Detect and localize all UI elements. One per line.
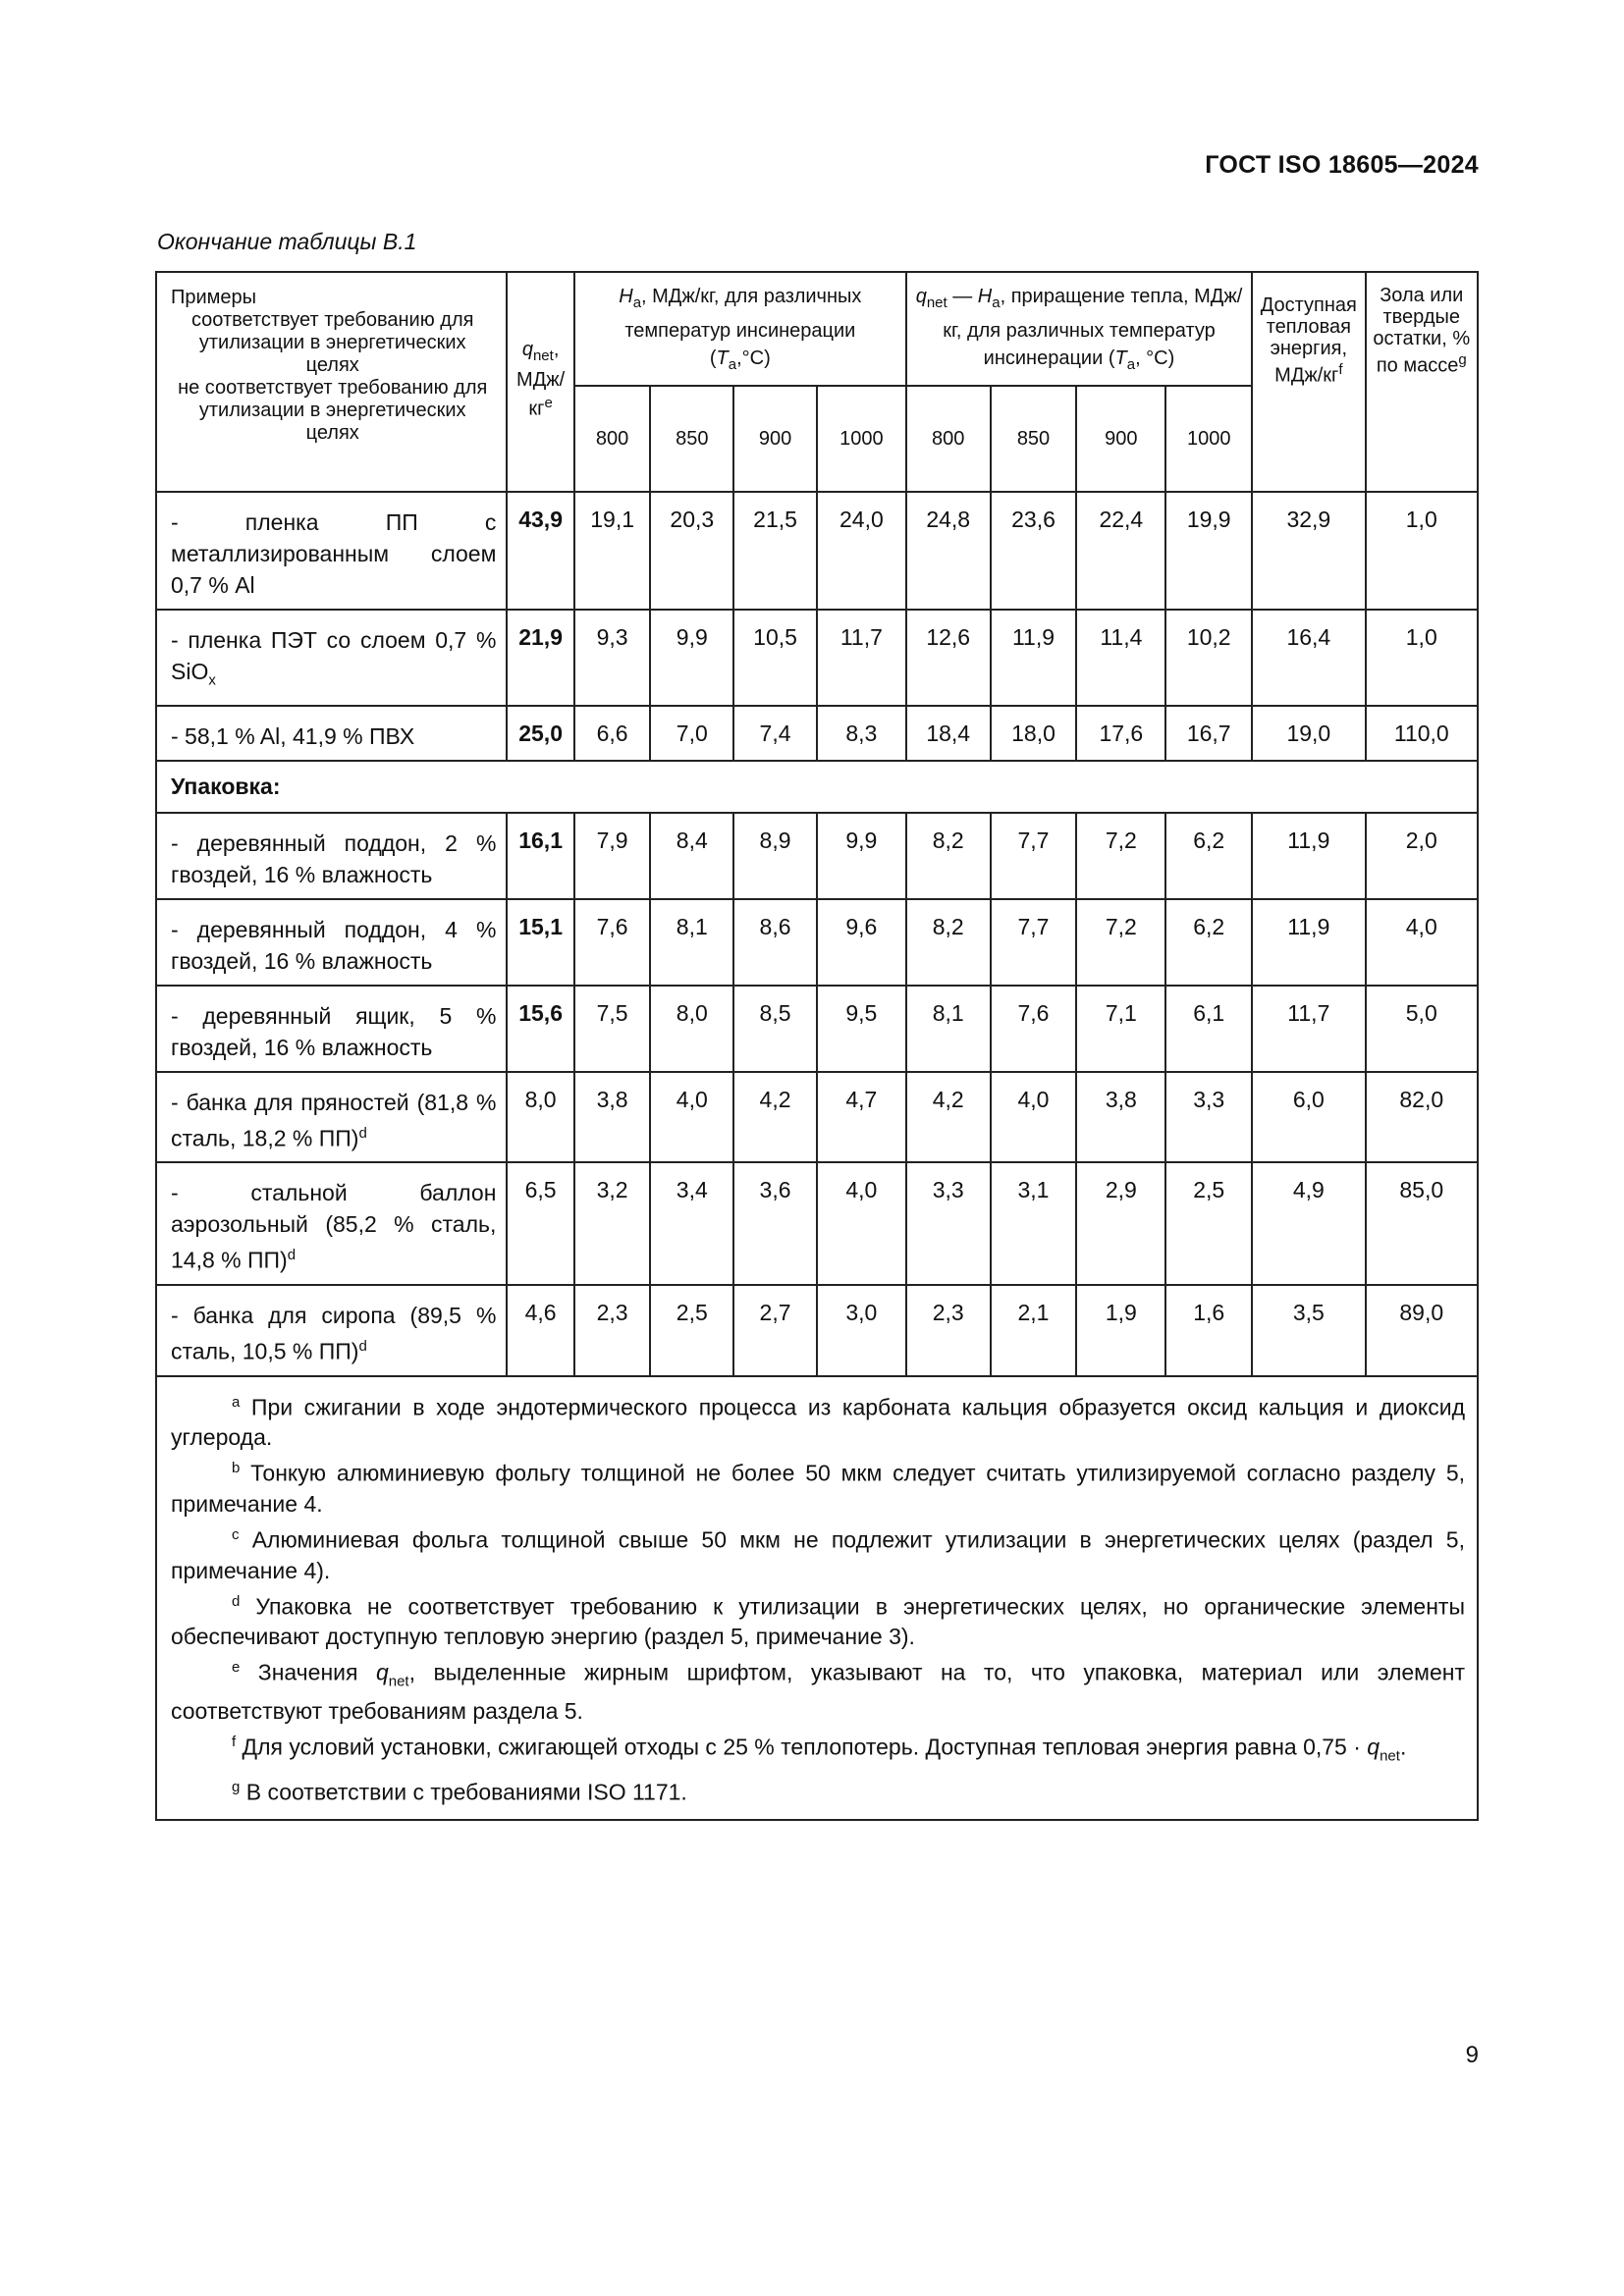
table-row (156, 986, 1478, 1072)
temp-header: 900 (1076, 386, 1165, 492)
value-cell: 8,3 (817, 706, 906, 761)
value-cell: 19,1 (574, 492, 651, 610)
value-cell: 24,0 (817, 492, 906, 610)
value-cell: 2,3 (574, 1285, 651, 1376)
value-cell: 6,0 (1252, 1072, 1365, 1163)
ash-header: Зола или твердые остатки, % по массе$^g$ (1366, 272, 1478, 492)
row-label: - деревянный ящик, 5 % гвоздей, 16 % влажность (156, 986, 507, 1072)
value-cell: 3,8 (1076, 1072, 1165, 1163)
table-row (156, 1072, 1478, 1163)
value-cell: 7,4 (733, 706, 817, 761)
value-cell: 8,6 (733, 899, 817, 986)
value-cell: 7,0 (650, 706, 733, 761)
value-cell: 20,3 (650, 492, 733, 610)
value-cell: 1,6 (1165, 1285, 1252, 1376)
temp-header: 1000 (817, 386, 906, 492)
table-row (156, 706, 1478, 761)
table-notes (156, 1376, 1478, 1821)
note-c: $^c$ Алюминиевая фольга толщиной свыше 50 мкм не подлежит утилизации в энергетических целях (раздел 5, примечание 4). (171, 1525, 1465, 1583)
qnet-value: 15,1 (507, 899, 573, 986)
qnet-value: 15,6 (507, 986, 573, 1072)
value-cell: 16,4 (1252, 610, 1365, 706)
note-e: $^e$ Значения $q_{net}$, выделенные жирным шрифтом, указывают на то, что упаковка, материал или элемент соответствуют требованиям раздела 5. (171, 1659, 1465, 1725)
value-cell: 3,2 (574, 1162, 651, 1285)
value-cell: 4,9 (1252, 1162, 1365, 1285)
temp-header: 850 (650, 386, 733, 492)
available-energy-header: Доступная тепловая энергия, МДж/$кг^f$ (1252, 272, 1365, 492)
value-cell: 10,5 (733, 610, 817, 706)
value-cell: 8,4 (650, 813, 733, 899)
value-cell: 6,2 (1165, 813, 1252, 899)
row-label: - 58,1 % Al, 41,9 % ПВХ (156, 706, 507, 761)
value-cell: 2,3 (906, 1285, 991, 1376)
value-cell: 8,2 (906, 899, 991, 986)
value-cell: 7,6 (991, 986, 1077, 1072)
value-cell: 1,0 (1366, 492, 1478, 610)
row-label: - деревянный поддон, 2 % гвоздей, 16 % влажность (156, 813, 507, 899)
value-cell: 89,0 (1366, 1285, 1478, 1376)
table-row (156, 899, 1478, 986)
value-cell: 11,4 (1076, 610, 1165, 706)
ha-group-header: $H_a$, МДж/кг, для различных температур инсинерации $(T_a,^\circ C)$ (574, 272, 906, 386)
value-cell: 10,2 (1165, 610, 1252, 706)
value-cell: 32,9 (1252, 492, 1365, 610)
value-cell: 18,4 (906, 706, 991, 761)
value-cell: 82,0 (1366, 1072, 1478, 1163)
qnet-value: 21,9 (507, 610, 573, 706)
data-table (155, 271, 1479, 1821)
value-cell: 8,1 (650, 899, 733, 986)
page-number: 9 (1465, 2042, 1479, 2068)
value-cell: 24,8 (906, 492, 991, 610)
value-cell: 11,9 (1252, 899, 1365, 986)
value-cell: 2,1 (991, 1285, 1077, 1376)
value-cell: 8,0 (650, 986, 733, 1072)
qnet-value: 16,1 (507, 813, 573, 899)
note-d: $^d$ Упаковка не соответствует требованию к утилизации в энергетических целях, но органические элементы обеспечивают доступную тепловую энергию (раздел 5, примечание 3). (171, 1592, 1465, 1650)
table-row (156, 610, 1478, 706)
row-label: - пленка ПЭТ со слоем 0,7 % SiO$_x$ (156, 610, 507, 706)
note-g: $^g$ В соответствии с требованиями ISO 1171. (232, 1778, 687, 1805)
value-cell: 9,9 (650, 610, 733, 706)
temp-header: 900 (733, 386, 817, 492)
standard-code: ГОСТ ISO 18605—2024 (1205, 151, 1479, 179)
value-cell: 2,9 (1076, 1162, 1165, 1285)
value-cell: 9,3 (574, 610, 651, 706)
value-cell: 3,0 (817, 1285, 906, 1376)
value-cell: 9,5 (817, 986, 906, 1072)
temp-header: 850 (991, 386, 1077, 492)
value-cell: 9,6 (817, 899, 906, 986)
table-row (156, 813, 1478, 899)
temp-header: 1000 (1165, 386, 1252, 492)
value-cell: 12,6 (906, 610, 991, 706)
temp-header: 800 (574, 386, 651, 492)
value-cell: 3,5 (1252, 1285, 1365, 1376)
value-cell: 7,7 (991, 899, 1077, 986)
value-cell: 8,9 (733, 813, 817, 899)
note-b: $^b$ Тонкую алюминиевую фольгу толщиной не более 50 мкм следует считать утилизируемой согласно разделу 5, примечание 4. (171, 1460, 1465, 1517)
value-cell: 1,0 (1366, 610, 1478, 706)
value-cell: 17,6 (1076, 706, 1165, 761)
qnet-value: 6,5 (507, 1162, 573, 1285)
value-cell: 4,2 (733, 1072, 817, 1163)
value-cell: 4,7 (817, 1072, 906, 1163)
notes-row (156, 1376, 1478, 1821)
increment-group-header: $q_{net}$ — $H_a$, приращение тепла, МДж/кг, для различных температур инсинерации ($T_a$, °C) (906, 272, 1252, 386)
value-cell: 4,0 (650, 1072, 733, 1163)
value-cell: 18,0 (991, 706, 1077, 761)
value-cell: 1,9 (1076, 1285, 1165, 1376)
value-cell: 8,1 (906, 986, 991, 1072)
value-cell: 7,9 (574, 813, 651, 899)
row-label: - банка для пряностей (81,8 % сталь, 18,2 % ПП)$^d$ (156, 1072, 507, 1163)
table-row (156, 1285, 1478, 1376)
value-cell: 19,0 (1252, 706, 1365, 761)
row-label: - банка для сиропа (89,5 % сталь, 10,5 % ПП)$^d$ (156, 1285, 507, 1376)
table-caption: Окончание таблицы В.1 (157, 229, 417, 254)
value-cell: 2,5 (1165, 1162, 1252, 1285)
examples-header: Примеры соответствует требованию для утилизации в энергетических целях не соответствует требованию для утилизации в энергетических целях (156, 272, 507, 492)
value-cell: 3,6 (733, 1162, 817, 1285)
value-cell: 16,7 (1165, 706, 1252, 761)
qnet-value: 8,0 (507, 1072, 573, 1163)
value-cell: 3,4 (650, 1162, 733, 1285)
temp-header: 800 (906, 386, 991, 492)
value-cell: 2,5 (650, 1285, 733, 1376)
qnet-header: $q_{net}$, МДж/$кг^e$ (507, 272, 573, 492)
value-cell: 2,7 (733, 1285, 817, 1376)
value-cell: 3,1 (991, 1162, 1077, 1285)
value-cell: 4,2 (906, 1072, 991, 1163)
value-cell: 6,2 (1165, 899, 1252, 986)
note-a: $^a$ При сжигании в ходе эндотермического процесса из карбоната кальция образуется оксид кальция и диоксид углерода. (171, 1393, 1465, 1451)
value-cell: 4,0 (991, 1072, 1077, 1163)
value-cell: 11,9 (1252, 813, 1365, 899)
note-f: $^f$ Для условий установки, сжигающей отходы с 25 % теплопотерь. Доступная тепловая энергия равна $0,75 \cdot q_{net}$. (232, 1734, 1407, 1765)
row-label: - стальной баллон аэрозольный (85,2 % сталь, 14,8 % ПП)$^d$ (156, 1162, 507, 1285)
value-cell: 7,7 (991, 813, 1077, 899)
value-cell: 4,0 (817, 1162, 906, 1285)
value-cell: 8,5 (733, 986, 817, 1072)
value-cell: 11,7 (1252, 986, 1365, 1072)
row-label: - деревянный поддон, 4 % гвоздей, 16 % влажность (156, 899, 507, 986)
section-title: Упаковка: (156, 761, 1478, 813)
value-cell: 7,1 (1076, 986, 1165, 1072)
value-cell: 7,5 (574, 986, 651, 1072)
table-row (156, 1162, 1478, 1285)
value-cell: 3,3 (906, 1162, 991, 1285)
value-cell: 110,0 (1366, 706, 1478, 761)
value-cell: 7,6 (574, 899, 651, 986)
value-cell: 23,6 (991, 492, 1077, 610)
section-row (156, 761, 1478, 813)
qnet-value: 4,6 (507, 1285, 573, 1376)
qnet-value: 43,9 (507, 492, 573, 610)
value-cell: 7,2 (1076, 899, 1165, 986)
row-label: - пленка ПП с металлизированным слоем 0,7 % Al (156, 492, 507, 610)
table-row (156, 492, 1478, 610)
value-cell: 6,1 (1165, 986, 1252, 1072)
value-cell: 5,0 (1366, 986, 1478, 1072)
value-cell: 11,7 (817, 610, 906, 706)
value-cell: 22,4 (1076, 492, 1165, 610)
value-cell: 8,2 (906, 813, 991, 899)
value-cell: 3,8 (574, 1072, 651, 1163)
qnet-value: 25,0 (507, 706, 573, 761)
value-cell: 9,9 (817, 813, 906, 899)
value-cell: 85,0 (1366, 1162, 1478, 1285)
value-cell: 2,0 (1366, 813, 1478, 899)
value-cell: 21,5 (733, 492, 817, 610)
value-cell: 3,3 (1165, 1072, 1252, 1163)
value-cell: 19,9 (1165, 492, 1252, 610)
header-row-1 (156, 272, 1478, 386)
value-cell: 11,9 (991, 610, 1077, 706)
value-cell: 4,0 (1366, 899, 1478, 986)
value-cell: 6,6 (574, 706, 651, 761)
value-cell: 7,2 (1076, 813, 1165, 899)
